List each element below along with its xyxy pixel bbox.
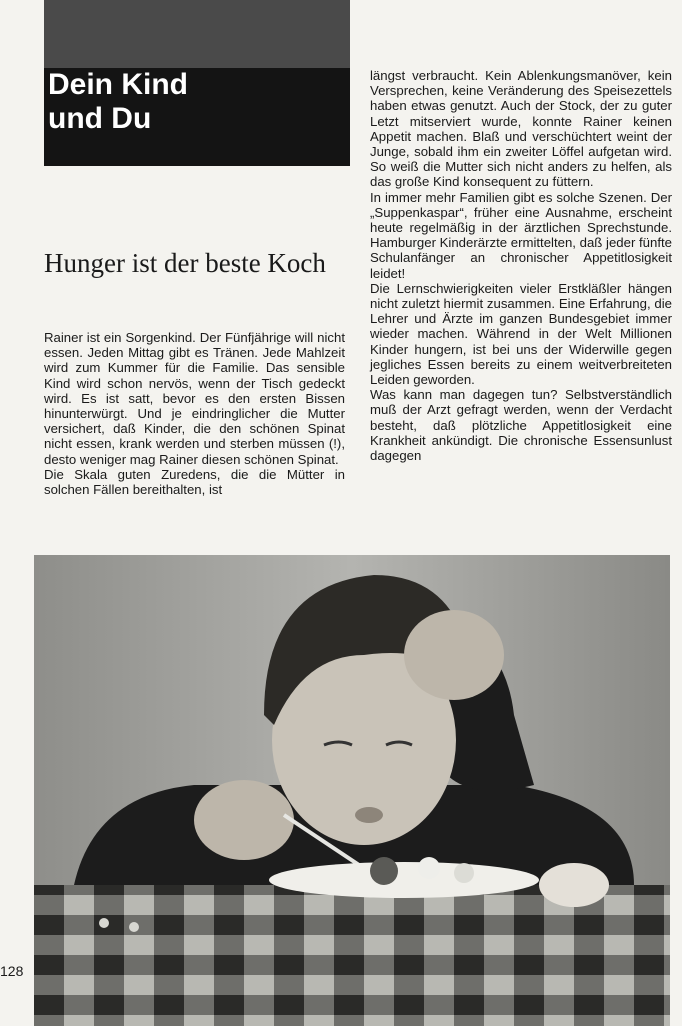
plate: [269, 862, 539, 898]
paragraph: In immer mehr Familien gibt es solche Szenen. Der „Suppenkaspar“, früher eine Ausnahme, erscheint heute regelmäßig in der ärztlichen Sprechstunde. Hamburger Kinderärzte ermittelten, daß jeder fünfte Schulanfänger an chronischer Appetitlosigkeit leidet!: [370, 189, 672, 281]
paragraph: Was kann man dagegen tun? Selbstverständlich muß der Arzt gefragt werden, wenn der Verdacht besteht, daß plötzliche Appetitlosigkeit eine Krankheit ankündigt. Die chronische Essensunlust dagegen: [370, 387, 672, 464]
bread: [539, 863, 609, 907]
hand-with-fork: [194, 780, 294, 860]
section-header-block: [44, 0, 350, 166]
page-number: 128: [0, 963, 24, 979]
right-text-column: [370, 68, 672, 463]
left-text-column: [44, 330, 345, 497]
paragraph: längst verbraucht. Kein Ablenkungsmanöver, kein Versprechen, keine Veränderung des Speisezettels haben etwas genutzt. Auch der Stock, der zu guter Letzt mitserviert wurde, konnte Rainer keinen Appetit machen. Blaß und verschüchtert weint der Junge, sobald ihm ein zweiter Löffel aufgetan wird. So weiß die Mutter sich nicht anders zu helfen, als das große Kind konsequent zu füttern.: [370, 68, 672, 190]
photo-child-eating: [34, 555, 670, 1026]
photo-illustration: [34, 555, 670, 1026]
paragraph: Die Lernschwierigkeiten vieler Erstkläßler hängen nicht zuletzt hiermit zusammen. Eine Erfahrung, die Lehrer und Ärzte im ganzen Bundesgebiet immer wieder machen. Während in der Welt Millionen Kinder hungern, ist bei uns der Widerwille gegen jegliches Essen bereits zu einem weitverbreiteten Leiden geworden.: [370, 280, 672, 388]
header-grey-band: [44, 0, 350, 68]
hand-on-head: [404, 610, 504, 700]
paragraph: Die Skala guten Zuredens, die die Mütter in solchen Fällen bereithalten, ist: [44, 466, 345, 498]
article-headline: Hunger ist der beste Koch: [44, 248, 326, 278]
paragraph: Rainer ist ein Sorgenkind. Der Fünfjährige will nicht essen. Jeden Mittag gibt es Tränen. Jede Mahlzeit wird zum Kummer für die Familie. Das sensible Kind wird schon nervös, wenn der Tisch gedeckt wird. Es ist satt, bevor es den ersten Bissen hinunterwürgt. Und je eindringlicher die Mutter versichert, daß Kinder, die den schönen Spinat nicht essen, krank werden und sterben müssen (!), desto weniger mag Rainer diesen schönen Spinat.: [44, 330, 345, 467]
section-title: Dein Kind und Du: [48, 68, 188, 135]
